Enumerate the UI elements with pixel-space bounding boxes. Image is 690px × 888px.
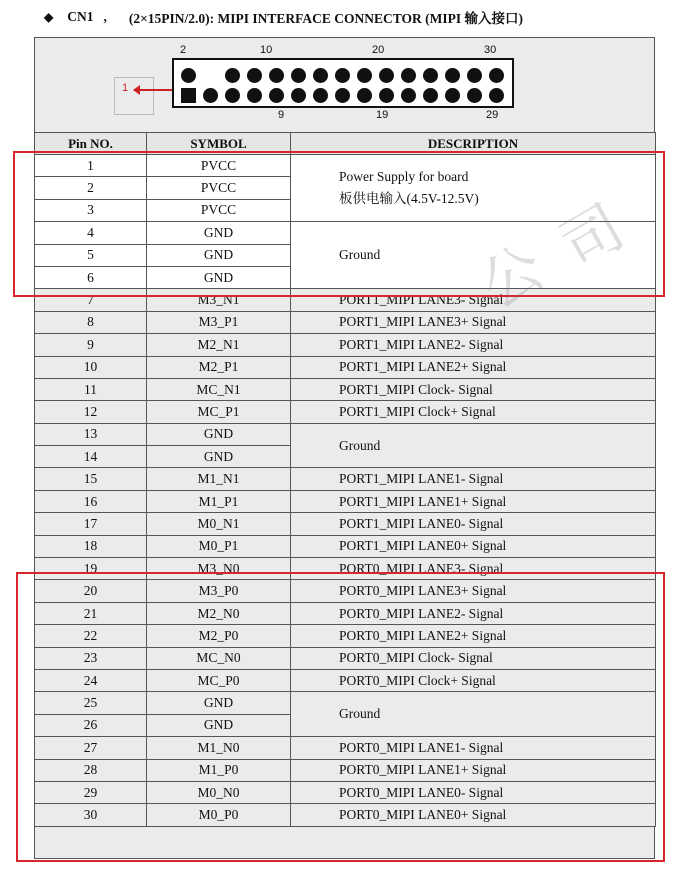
description-cell: PORT0_MIPI Clock- Signal <box>291 647 656 669</box>
table-row <box>35 311 656 333</box>
description-cell: PORT1_MIPI LANE2- Signal <box>291 334 656 356</box>
symbol-cell: M0_N1 <box>147 513 291 535</box>
description-cell: PORT0_MIPI LANE1- Signal <box>291 737 656 759</box>
pin-number-cell: 16 <box>35 490 147 512</box>
connector-pin <box>423 88 438 103</box>
connector-pin <box>489 68 504 83</box>
table-row <box>35 490 656 512</box>
connector-id: CN1 <box>67 9 94 24</box>
description-cell: PORT0_MIPI LANE2- Signal <box>291 602 656 624</box>
table-row <box>35 513 656 535</box>
connector-pin <box>335 88 350 103</box>
table-row <box>35 423 656 445</box>
pin-number-cell: 8 <box>35 311 147 333</box>
table-row <box>35 378 656 400</box>
table-row <box>35 692 656 714</box>
symbol-cell: MC_N0 <box>147 647 291 669</box>
connector-pin <box>247 88 262 103</box>
symbol-cell: GND <box>147 266 291 288</box>
connector-pin <box>291 88 306 103</box>
description-cell: PORT0_MIPI LANE0+ Signal <box>291 804 656 826</box>
description-cell: PORT0_MIPI LANE0- Signal <box>291 781 656 803</box>
pin-number-label: 29 <box>486 109 499 121</box>
connector-pin <box>401 88 416 103</box>
watermark-char: 公 <box>469 232 556 323</box>
description-cell: PORT1_MIPI LANE0+ Signal <box>291 535 656 557</box>
connector-pin <box>467 68 482 83</box>
pin-number-cell: 3 <box>35 199 147 221</box>
pin-number-cell: 4 <box>35 222 147 244</box>
connector-pin <box>379 68 394 83</box>
pin-number-cell: 29 <box>35 781 147 803</box>
pin1-arrow-icon <box>134 89 172 91</box>
symbol-cell: M1_P1 <box>147 490 291 512</box>
connector-pin <box>269 68 284 83</box>
symbol-cell: MC_P0 <box>147 669 291 691</box>
description-cell: PORT0_MIPI LANE2+ Signal <box>291 625 656 647</box>
symbol-cell: PVCC <box>147 177 291 199</box>
connector-pin <box>313 68 328 83</box>
pin1-marker-frame <box>114 77 154 115</box>
symbol-cell: M2_P1 <box>147 356 291 378</box>
pin-number-cell: 20 <box>35 580 147 602</box>
table-row <box>35 535 656 557</box>
pin-number-cell: 2 <box>35 177 147 199</box>
symbol-cell: M1_P0 <box>147 759 291 781</box>
symbol-cell: PVCC <box>147 155 291 177</box>
pin-number-label: 30 <box>484 44 497 56</box>
connector-pin <box>225 68 240 83</box>
description-cell: PORT0_MIPI LANE3- Signal <box>291 558 656 580</box>
description-cell: PORT1_MIPI LANE3+ Signal <box>291 311 656 333</box>
connector-pin <box>467 88 482 103</box>
description-cell: PORT1_MIPI Clock+ Signal <box>291 401 656 423</box>
pin-number-cell: 7 <box>35 289 147 311</box>
table-row <box>35 781 656 803</box>
connector-pin <box>247 68 262 83</box>
symbol-cell: M1_N1 <box>147 468 291 490</box>
connector-pin <box>313 88 328 103</box>
pin-number-cell: 18 <box>35 535 147 557</box>
pin-number-cell: 28 <box>35 759 147 781</box>
diamond-bullet-icon: ◆ <box>44 9 54 24</box>
symbol-cell: M3_N0 <box>147 558 291 580</box>
section-heading <box>44 4 523 30</box>
symbol-cell: M0_P0 <box>147 804 291 826</box>
table-row <box>35 558 656 580</box>
symbol-cell: M2_N0 <box>147 602 291 624</box>
symbol-cell: M3_P0 <box>147 580 291 602</box>
symbol-cell: GND <box>147 714 291 736</box>
symbol-cell: M2_N1 <box>147 334 291 356</box>
pin-number-label: 10 <box>260 44 273 56</box>
watermark-char: 司 <box>549 192 636 283</box>
connector-pin <box>291 68 306 83</box>
description-cell: PORT1_MIPI LANE1+ Signal <box>291 490 656 512</box>
connector-pin <box>489 88 504 103</box>
pin-number-cell: 26 <box>35 714 147 736</box>
pin-number-cell: 1 <box>35 155 147 177</box>
table-row <box>35 356 656 378</box>
connector-pin <box>445 88 460 103</box>
table-row <box>35 759 656 781</box>
pin-number-cell: 23 <box>35 647 147 669</box>
power-description-cell <box>291 155 656 222</box>
pin-number-cell: 12 <box>35 401 147 423</box>
symbol-cell: M1_N0 <box>147 737 291 759</box>
symbol-cell: GND <box>147 244 291 266</box>
pin-number-cell: 24 <box>35 669 147 691</box>
description-cell: PORT1_MIPI Clock- Signal <box>291 378 656 400</box>
symbol-cell: GND <box>147 446 291 468</box>
column-header-symbol: SYMBOL <box>147 133 291 155</box>
ground-description-cell: Ground <box>291 692 656 737</box>
connector-pin <box>335 68 350 83</box>
pin-number-cell: 25 <box>35 692 147 714</box>
pin-number-label: 9 <box>278 109 285 121</box>
pin-number-cell: 13 <box>35 423 147 445</box>
pin-number-cell: 19 <box>35 558 147 580</box>
description-cell: PORT0_MIPI Clock+ Signal <box>291 669 656 691</box>
symbol-cell: M3_N1 <box>147 289 291 311</box>
pin-number-cell: 30 <box>35 804 147 826</box>
pin-number-cell: 10 <box>35 356 147 378</box>
pin-number-cell: 22 <box>35 625 147 647</box>
symbol-cell: M0_N0 <box>147 781 291 803</box>
description-cell: PORT1_MIPI LANE3- Signal <box>291 289 656 311</box>
pin-number-cell: 21 <box>35 602 147 624</box>
table-row <box>35 334 656 356</box>
symbol-cell: GND <box>147 423 291 445</box>
connector-pin <box>423 68 438 83</box>
symbol-cell: MC_P1 <box>147 401 291 423</box>
symbol-cell: GND <box>147 222 291 244</box>
pin-number-cell: 15 <box>35 468 147 490</box>
connector-pin <box>225 88 240 103</box>
table-row <box>35 602 656 624</box>
connector-outline <box>172 58 514 108</box>
ground-description-cell: Ground <box>291 423 656 468</box>
symbol-cell: PVCC <box>147 199 291 221</box>
connector-pin <box>401 68 416 83</box>
table-row <box>35 289 656 311</box>
power-description-cn: 板供电输入(4.5V-12.5V) <box>339 191 479 207</box>
connector-pin <box>203 88 218 103</box>
description-cell: PORT1_MIPI LANE2+ Signal <box>291 356 656 378</box>
pin-number-cell: 11 <box>35 378 147 400</box>
connector-pin <box>357 68 372 83</box>
connector-pin <box>445 68 460 83</box>
pin-number-cell: 5 <box>35 244 147 266</box>
table-row <box>35 647 656 669</box>
table-row <box>35 155 656 177</box>
pin-number-cell: 27 <box>35 737 147 759</box>
pin-number-cell: 6 <box>35 266 147 288</box>
table-row <box>35 222 656 244</box>
connector-pin <box>181 68 196 83</box>
description-cell: PORT0_MIPI LANE3+ Signal <box>291 580 656 602</box>
pin-number-label: 2 <box>180 44 187 56</box>
table-row <box>35 669 656 691</box>
symbol-cell: M3_P1 <box>147 311 291 333</box>
symbol-cell: M2_P0 <box>147 625 291 647</box>
pin-table <box>34 132 656 827</box>
column-header-pin: Pin NO. <box>35 133 147 155</box>
connector-diagram <box>34 37 655 132</box>
table-row <box>35 580 656 602</box>
pin-number-label: 19 <box>376 109 389 121</box>
pin1-label: 1 <box>122 82 129 94</box>
pin-number-cell: 17 <box>35 513 147 535</box>
description-cell: PORT1_MIPI LANE1- Signal <box>291 468 656 490</box>
table-row <box>35 401 656 423</box>
heading-separator: , <box>103 9 107 24</box>
column-header-description: DESCRIPTION <box>291 133 656 155</box>
connector-pin-1 <box>181 88 196 103</box>
table-row <box>35 625 656 647</box>
table-row <box>35 804 656 826</box>
table-row <box>35 468 656 490</box>
pin-number-cell: 9 <box>35 334 147 356</box>
symbol-cell: MC_N1 <box>147 378 291 400</box>
description-cell: PORT1_MIPI LANE0- Signal <box>291 513 656 535</box>
pin-number-label: 20 <box>372 44 385 56</box>
power-description-en: Power Supply for board <box>339 169 469 185</box>
pin-number-cell: 14 <box>35 446 147 468</box>
description-cell: PORT0_MIPI LANE1+ Signal <box>291 759 656 781</box>
connector-pin <box>269 88 284 103</box>
ground-description-cell: Ground <box>291 222 656 289</box>
connector-pin <box>379 88 394 103</box>
connector-pin <box>357 88 372 103</box>
symbol-cell: M0_P1 <box>147 535 291 557</box>
table-row <box>35 737 656 759</box>
heading-title: (2×15PIN/2.0): MIPI INTERFACE CONNECTOR (MIPI 输入接口) <box>128 11 524 26</box>
symbol-cell: GND <box>147 692 291 714</box>
